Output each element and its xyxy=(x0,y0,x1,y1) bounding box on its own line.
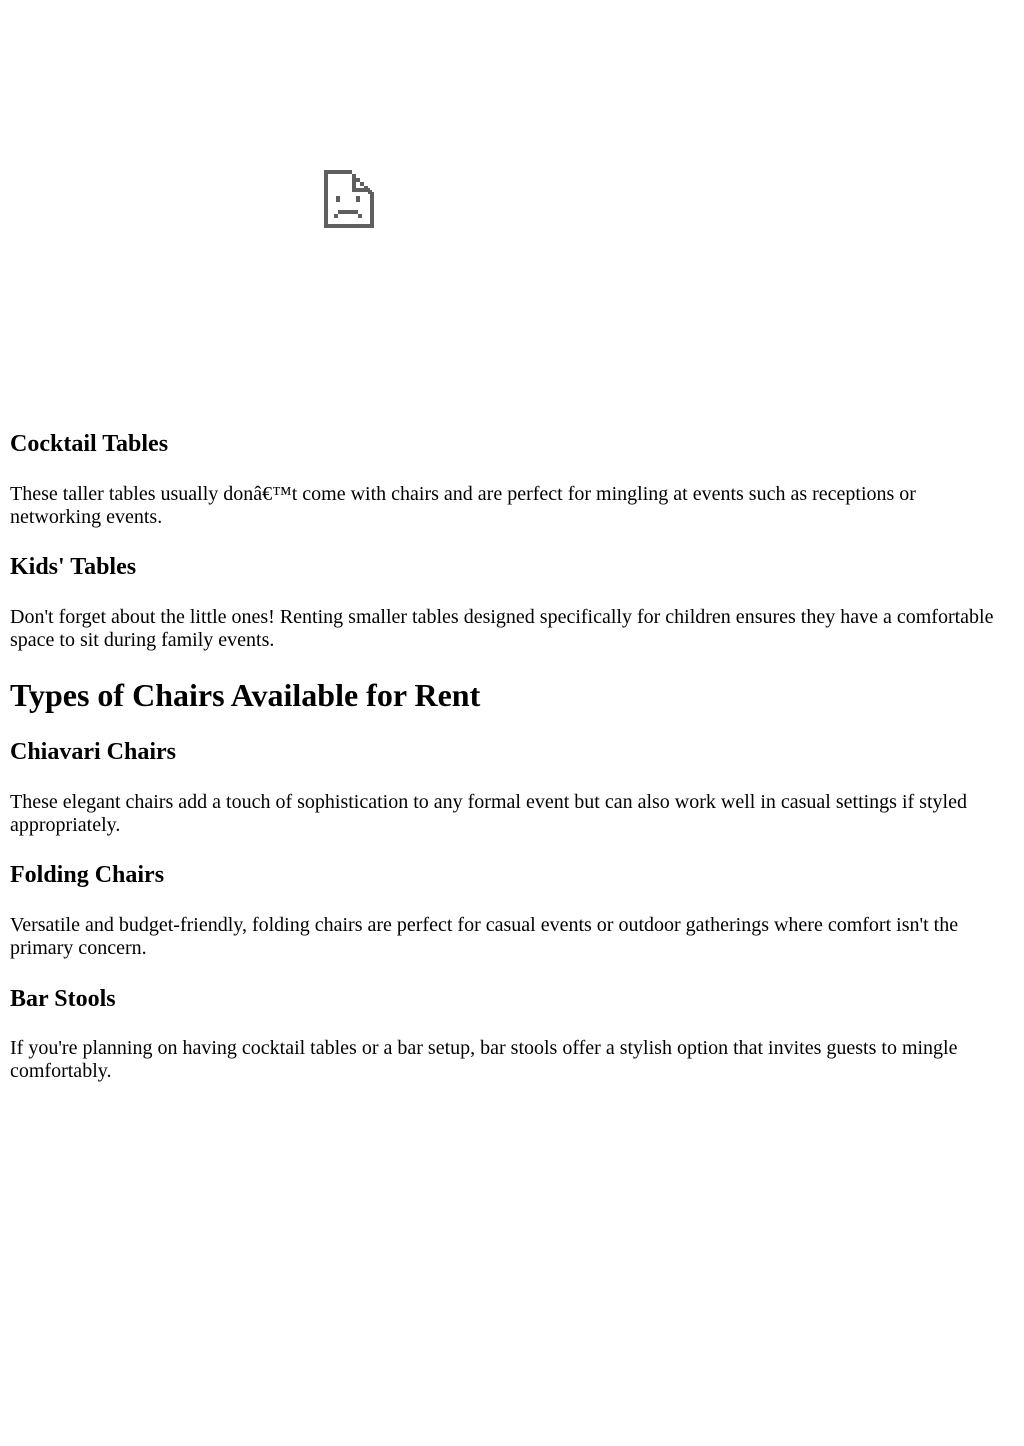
broken-image-icon xyxy=(324,170,374,228)
article-content xyxy=(10,0,1010,1082)
kids-tables-text: Don't forget about the little ones! Renting smaller tables designed specifically for children ensures they have a comfortable space to sit during family events. xyxy=(10,606,994,651)
chiavari-chairs-heading: Chiavari Chairs xyxy=(10,739,177,765)
cocktail-tables-heading: Cocktail Tables xyxy=(10,431,169,457)
bar-stools-text: If you're planning on having cocktail tables or a bar setup, bar stools offer a stylish option that invites guests to mingle comfortably. xyxy=(10,1037,958,1082)
folding-chairs-text: Versatile and budget-friendly, folding chairs are perfect for casual events or outdoor gatherings where comfort isn't the primary concern. xyxy=(10,914,959,959)
article-image xyxy=(10,0,700,402)
kids-tables-heading: Kids' Tables xyxy=(10,554,137,580)
cocktail-tables-text: These taller tables usually donâ€™t come with chairs and are perfect for mingling at events such as receptions or networking events. xyxy=(10,483,916,528)
folding-chairs-heading: Folding Chairs xyxy=(10,862,165,888)
bar-stools-heading: Bar Stools xyxy=(10,986,116,1012)
chairs-section-heading: Types of Chairs Available for Rent xyxy=(10,677,481,713)
chiavari-chairs-text: These elegant chairs add a touch of sophistication to any formal event but can also work well in casual settings if styled appropriately. xyxy=(10,791,967,836)
